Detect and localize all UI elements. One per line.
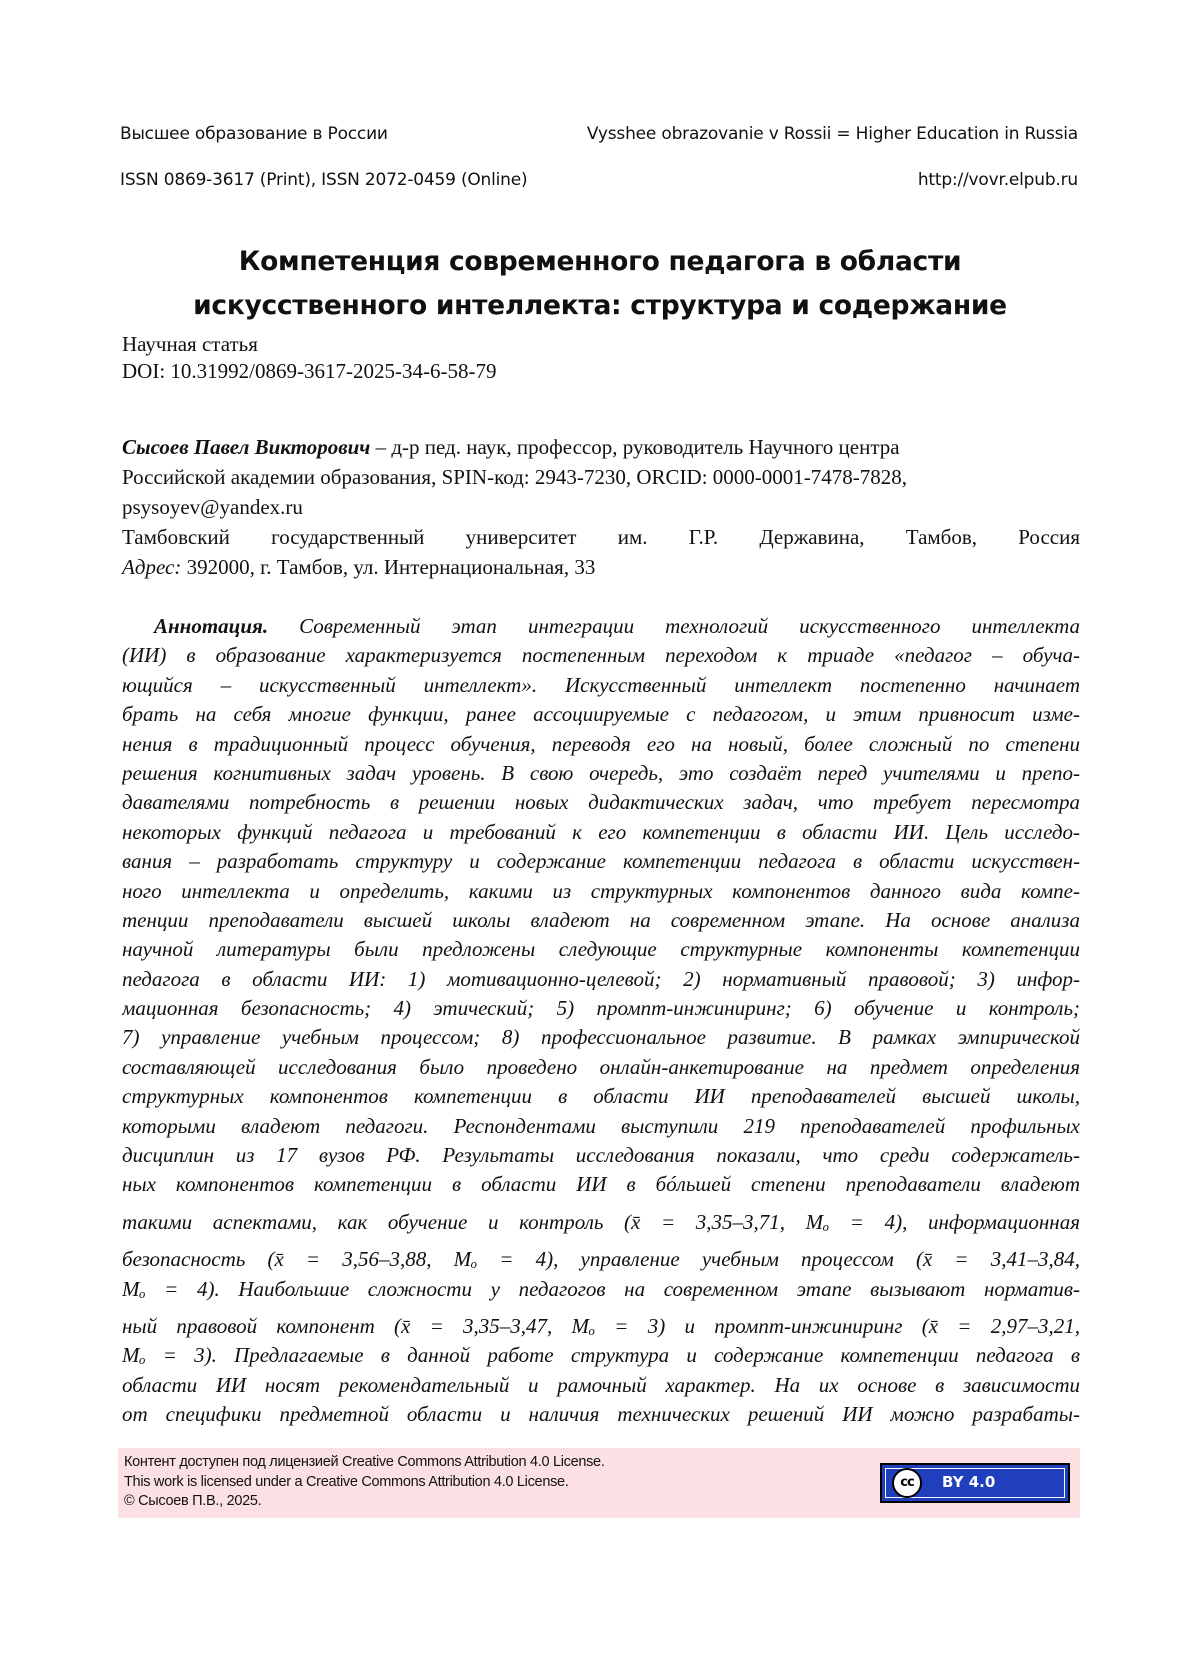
abstract-line: которыми владеют педагоги. Респондентами выступили 219 преподавателей профильных (122, 1113, 1080, 1138)
cc-icon: cc (892, 1468, 922, 1498)
abstract-line: Mₒ = 3). Предлагаемые в данной работе структура и содержание компетенции педагога в (122, 1343, 1080, 1368)
article-doi: DOI: 10.31992/0869-3617-2025-34-6-58-79 (122, 359, 497, 383)
license-text (124, 1453, 605, 1512)
article-title (120, 240, 1080, 328)
author-line: Российской академии образования, SPIN-код: 2943-7230, ORCID: 0000-0001-7478-7828, (122, 465, 908, 489)
abstract-line: брать на себя многие функции, ранее ассоциируемые с педагогом, и этим привносит изме- (122, 702, 1080, 727)
license-line-en: This work is licensed under a Creative Commons Attribution 4.0 License. (124, 1473, 569, 1490)
issn: ISSN 0869-3617 (Print), ISSN 2072-0459 (Online) (120, 170, 528, 190)
abstract-line: ных компонентов компетенции в области ИИ в бóльшей степени преподаватели владеют (122, 1172, 1080, 1197)
abstract-line: ный правовой компонент (x̄ = 3,35–3,47, Mₒ = 3) и промпт-инжиниринг (x̄ = 2,97–3,21, (122, 1313, 1080, 1338)
abstract-line: ного интеллекта и определить, какими из структурных компонентов данного вида компе- (122, 878, 1080, 903)
abstract-line: решения когнитивных задач уровень. В свою очередь, это создаёт перед учителями и препо- (122, 760, 1080, 785)
abstract-line: давателями потребность в решении новых дидактических задач, что требует пересмотра (122, 790, 1080, 815)
abstract-line: тенции преподаватели высшей школы владеют на современном этапе. На основе анализа (122, 907, 1080, 932)
author-info (122, 432, 1080, 582)
abstract-line: Аннотация. Современный этап интеграции технологий искусственного интеллекта (154, 614, 1080, 638)
abstract (122, 612, 1080, 1430)
license-line-ru: Контент доступен под лицензией Creative Commons Attribution 4.0 License. (124, 1454, 605, 1470)
abstract-line: такими аспектами, как обучение и контроль (x̄ = 3,35–3,71, Mₒ = 4), информационная (122, 1209, 1080, 1234)
abstract-label: Аннотация. (154, 614, 269, 638)
abstract-line: ющийся – искусственный интеллект». Искусственный интеллект постепенно начинает (122, 672, 1080, 697)
abstract-line: научной литературы были предложены следующие структурные компоненты компетенции (122, 937, 1080, 962)
address-value: 392000, г. Тамбов, ул. Интернациональная, 33 (181, 555, 596, 579)
copyright: © Сысоев П.В., 2025. (124, 1493, 262, 1509)
abstract-line: 7) управление учебным процессом; 8) профессиональное развитие. В рамках эмпирической (122, 1025, 1080, 1050)
abstract-line: безопасность (x̄ = 3,56–3,88, Mₒ = 4), управление учебным процессом (x̄ = 3,41–3,84, (122, 1247, 1080, 1272)
abstract-line: Mₒ = 4). Наибольшие сложности у педагогов на современном этапе вызывают норматив- (122, 1276, 1080, 1301)
author-affiliation: Тамбовский государственный университет им. Г.Р. Державина, Тамбов, Россия (122, 525, 1080, 549)
journal-url: http://vovr.elpub.ru (917, 170, 1078, 190)
abstract-line: области ИИ носят рекомендательный и рамочный характер. На их основе в зависимости (122, 1372, 1080, 1397)
cc-by-badge[interactable] (880, 1463, 1070, 1503)
journal-name-ru: Высшее образование в России (120, 124, 388, 144)
article-type: Научная статья (122, 332, 258, 356)
license-band (118, 1448, 1080, 1518)
abstract-line: от специфики предметной области и наличия технических решений ИИ можно разрабаты- (122, 1402, 1080, 1427)
author-email: psysoyev@yandex.ru (122, 495, 303, 519)
abstract-line: некоторых функций педагога и требований к его компетенции в области ИИ. Цель исследо- (122, 819, 1080, 844)
abstract-line: нения в традиционный процесс обучения, переводя его на новый, более сложный по степени (122, 731, 1080, 756)
author-address (122, 552, 1080, 582)
abstract-line: педагога в области ИИ: 1) мотивационно-целевой; 2) нормативный правовой; 3) инфор- (122, 966, 1080, 991)
article-title-line: Компетенция современного педагога в области (238, 246, 962, 277)
abstract-line: вания – разработать структуру и содержание компетенции педагога в области искусствен- (122, 849, 1080, 874)
abstract-line: структурных компонентов компетенции в области ИИ преподавателей высшей школы, (122, 1084, 1080, 1109)
abstract-line: мационная безопасность; 4) этический; 5) промпт-инжиниринг; 6) обучение и контроль; (122, 996, 1080, 1021)
abstract-line: (ИИ) в образование характеризуется постепенным переходом к триаде «педагог – обуча- (122, 643, 1080, 668)
author-credentials: – д-р пед. наук, профессор, руководитель Научного центра (370, 435, 900, 459)
author-line (122, 432, 1080, 462)
abstract-line: дисциплин из 17 вузов РФ. Результаты исследования показали, что среди содержатель- (122, 1143, 1080, 1168)
author-name: Сысоев Павел Викторович (122, 435, 371, 459)
abstract-line: составляющей исследования было проведено онлайн-анкетирование на предмет определения (122, 1054, 1080, 1079)
article-title-line: искусственного интеллекта: структура и содержание (193, 290, 1007, 321)
address-label: Адрес: (122, 555, 182, 579)
journal-name-en: Vysshee obrazovanie v Rossii = Higher Education in Russia (586, 124, 1078, 144)
cc-badge-label: BY 4.0 (942, 1473, 996, 1491)
